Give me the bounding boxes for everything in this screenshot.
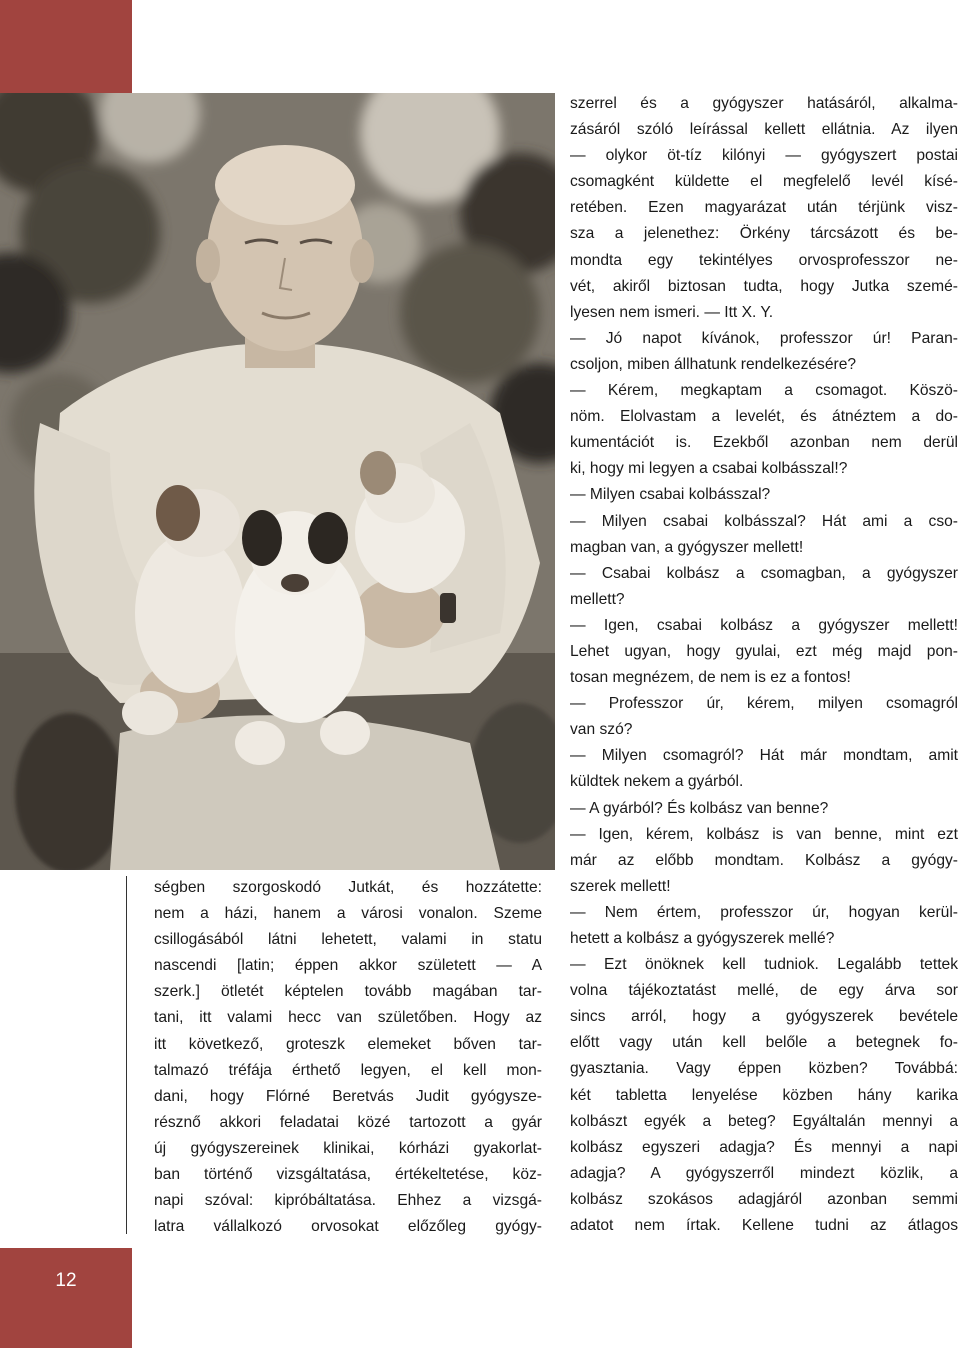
text-line: nascendi [latin; éppen akkor született — A xyxy=(154,957,542,975)
text-line: ban történő vizsgáltatása, értékeltetése, köz- xyxy=(154,1166,542,1184)
text-column-right xyxy=(570,91,958,1239)
page-number: 12 xyxy=(55,1270,77,1291)
text-line: zásáról szóló leírással kellett ellátnia. Az ilyen xyxy=(570,121,958,139)
text-line: tosan megnézem, de nem is ez a fontos! xyxy=(570,669,851,687)
text-line: latra vállalkozó orvosokat előzőleg gyógy- xyxy=(154,1218,542,1236)
text-line: előtt vagy után kell belőle a betegnek fo- xyxy=(570,1034,958,1052)
text-line: küldtek nekem a gyárból. xyxy=(570,773,744,791)
text-line: ki, hogy mi legyen a csabai kolbásszal!? xyxy=(570,460,848,478)
text-line: szerk.] ötletét képtelen tovább magában tar- xyxy=(154,983,542,1001)
text-line: itt következő, groteszk elemeket bőven tar- xyxy=(154,1035,542,1053)
text-line: volna tájékoztatást mellé, de egy árva sor xyxy=(570,982,958,1000)
text-line: résznő akkori feladatai közé tartozott a gyár xyxy=(154,1113,542,1131)
text-line: csoljon, miben állhatunk rendelkezésére? xyxy=(570,355,857,373)
text-line: — Professzor úr, kérem, milyen csomagról xyxy=(570,695,958,713)
text-line: dani, hogy Flórné Beretvás Judit gyógysze- xyxy=(154,1087,542,1105)
text-line: retében. Ezen magyarázat után térjünk visz- xyxy=(570,199,958,217)
text-line: hetett a kolbász a gyógyszerek mellé? xyxy=(570,930,835,947)
text-line: szerrel és a gyógyszer hatásáról, alkalma- xyxy=(570,95,958,112)
text-line: magban van, a gyógyszer mellett! xyxy=(570,538,804,556)
text-line: mondta egy tekintélyes orvosprofesszor ne- xyxy=(570,251,958,269)
text-line: gyasztania. Vagy éppen közben? Továbbá: xyxy=(570,1060,958,1078)
text-line: — Milyen csomagról? Hát már mondtam, amit xyxy=(570,747,958,765)
text-line: sincs arról, hogy a gyógyszerek bevétele xyxy=(570,1008,958,1026)
text-line: nöm. Elolvastam a levelét, és átnéztem a do- xyxy=(570,408,958,426)
text-line: Lehet ugyan, hogy gyulai, ezt még majd pon- xyxy=(570,642,958,660)
text-line: napi szóval: kipróbáltatása. Ehhez a vizsgá- xyxy=(154,1192,542,1210)
text-line: lyesen nem ismeri. — Itt X. Y. xyxy=(570,303,774,321)
text-line: ségben szorgoskodó Jutkát, és hozzátette: xyxy=(154,879,542,896)
text-line: — A gyárból? És kolbász van benne? xyxy=(570,799,829,817)
text-line: — Igen, kérem, kolbász is van benne, mint ezt xyxy=(570,825,958,843)
text-line: csomagként küldette el megfelelő levél kísé- xyxy=(570,173,958,191)
text-line: két tabletta lenyelése közben hány karika xyxy=(570,1086,958,1104)
text-line: — Csabai kolbász a csomagban, a gyógyszer xyxy=(570,564,958,582)
text-line: adatot nem írtak. Kellene tudni az átlagos xyxy=(570,1217,958,1235)
text-line: — Ezt önöknek kell tudniok. Legalább tettek xyxy=(570,956,958,974)
text-line: kumentációt is. Ezekből azonban nem derül xyxy=(570,434,958,452)
text-line: — Jó napot kívánok, professzor úr! Paran- xyxy=(570,329,958,347)
text-line: tani, itt valami hecc van születőben. Hogy az xyxy=(154,1009,542,1027)
text-line: — Milyen csabai kolbásszal? Hát ami a cso- xyxy=(570,512,958,530)
text-line: kolbász szokásos adagjáról azonban semmi xyxy=(570,1190,958,1208)
text-line: talmazó tréfája érthető legyen, el kell mon- xyxy=(154,1061,542,1079)
text-line: vét, akiről biztosan tudta, hogy Jutka szemé- xyxy=(570,277,958,295)
text-line: kolbászt egyék a beteg? Egyáltalán mennyi a xyxy=(570,1112,958,1130)
text-line: — olykor öt-tíz kilónyi — gyógyszert postai xyxy=(570,147,958,165)
text-line: már az előbb mondtam. Kolbász a gyógy- xyxy=(570,851,958,869)
text-line: szerek mellett! xyxy=(570,877,671,895)
text-line: — Kérem, megkaptam a csomagot. Köszö- xyxy=(570,382,958,400)
text-column-left xyxy=(154,875,542,1240)
text-line: csillogásából látni lehetett, valami in statu xyxy=(154,931,542,949)
text-line: mellett? xyxy=(570,590,625,608)
text-line: — Nem értem, professzor úr, hogyan kerül- xyxy=(570,903,958,921)
text-line: kolbász egyszeri adagja? És mennyi a napi xyxy=(570,1138,958,1156)
text-line: van szó? xyxy=(570,721,633,739)
photo-man-with-puppies xyxy=(0,93,555,870)
text-line: nem a házi, hanem a városi vonalon. Szeme xyxy=(154,905,542,923)
accent-band-bottom xyxy=(0,1248,132,1348)
text-line: — Igen, csabai kolbász a gyógyszer mellett! xyxy=(570,616,958,634)
text-line: adagja? A gyógyszerről mindezt közlik, a xyxy=(570,1164,958,1182)
text-line: sza a jelenethez: Örkény tárcsázott és be- xyxy=(570,225,958,243)
margin-rule xyxy=(126,876,127,1234)
text-line: — Milyen csabai kolbásszal? xyxy=(570,486,771,504)
text-line: új gyógyszereinek klinikai, kórházi gyakorlat- xyxy=(154,1139,542,1157)
